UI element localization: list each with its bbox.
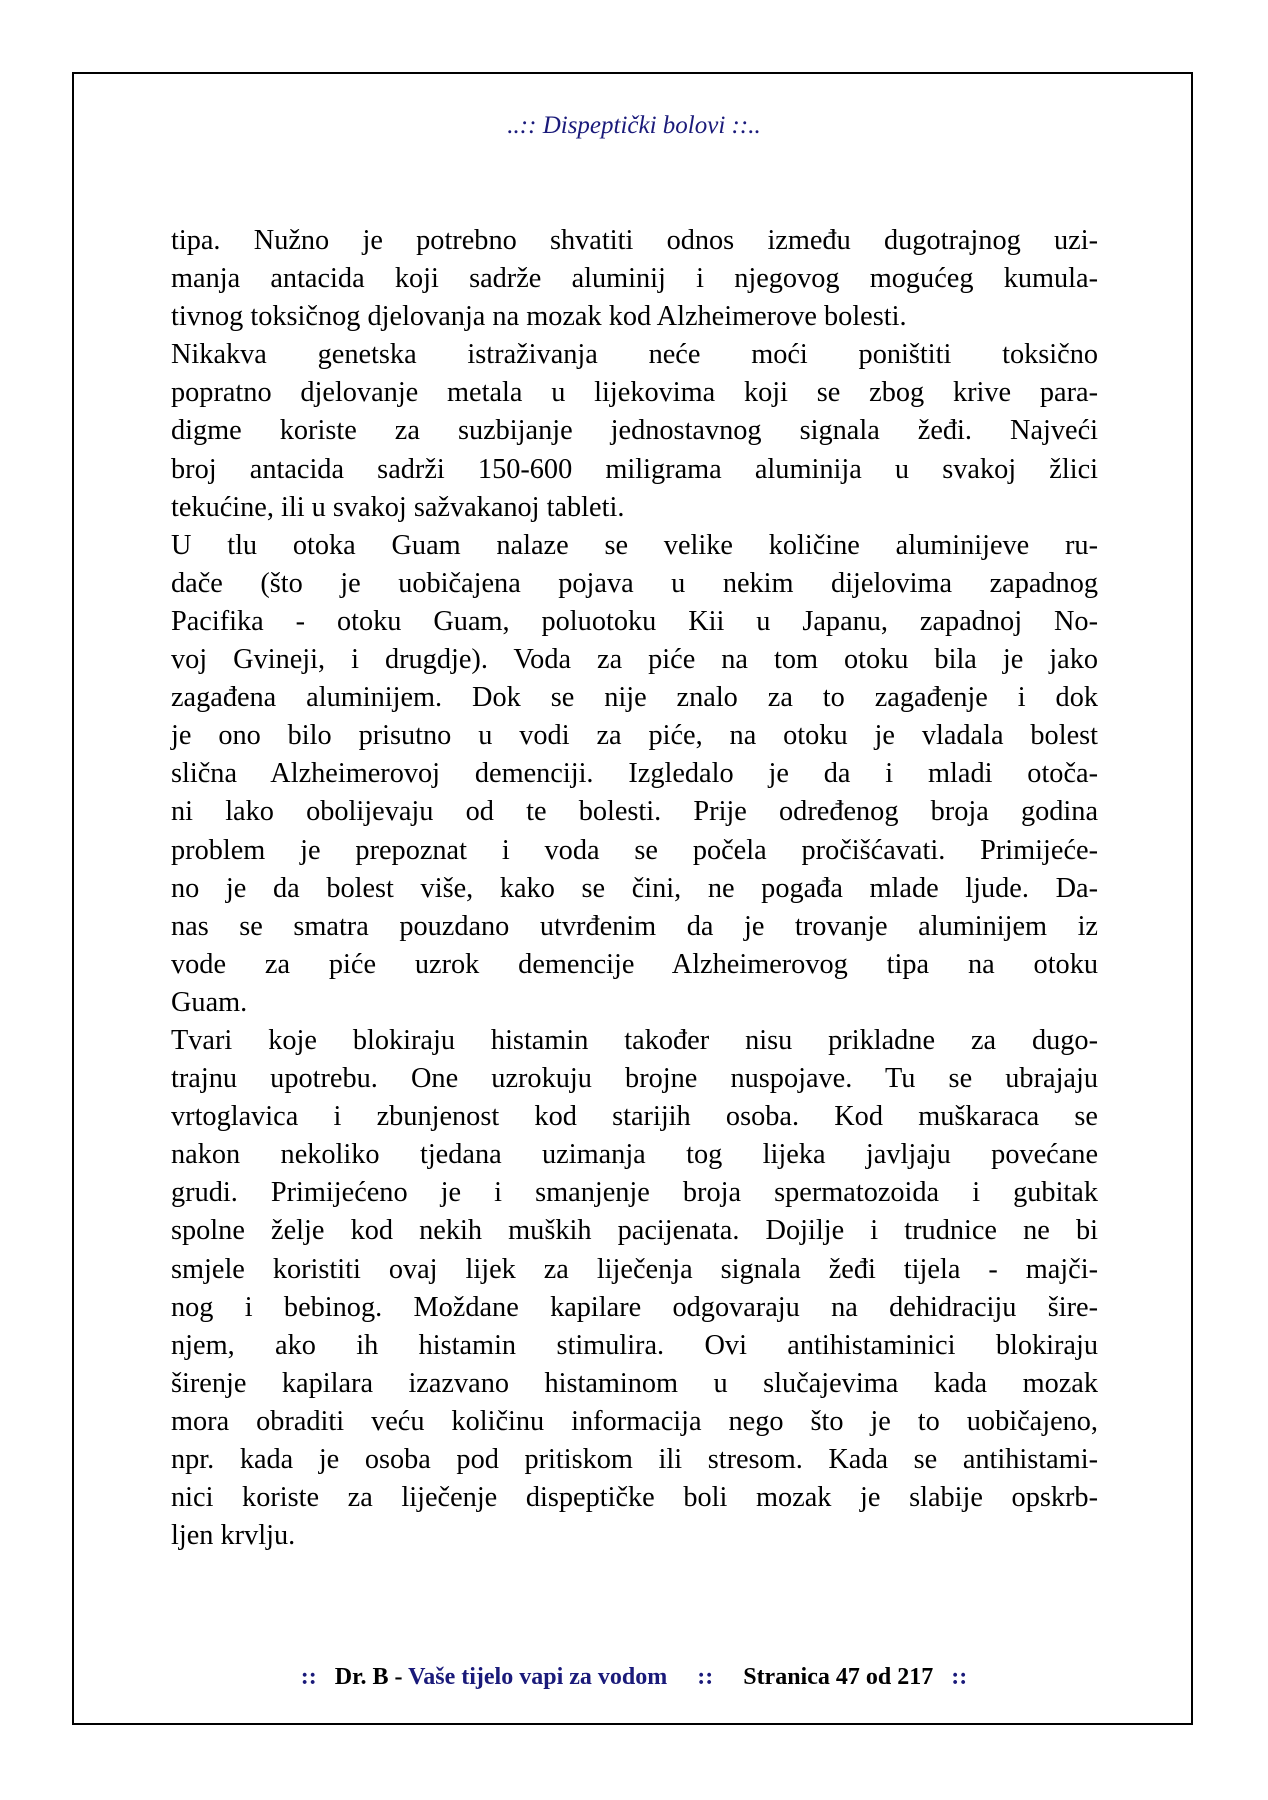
text-line: npr. kada je osoba pod pritiskom ili stresom. Kada se antihistami-	[171, 1444, 1098, 1475]
text-line: voj Gvineji, i drugdje). Voda za piće na tom otoku bila je jako	[171, 644, 1098, 676]
text-line: vode za piće uzrok demencije Alzheimerovog tipa na otoku	[171, 948, 1098, 980]
text-line: Guam.	[171, 986, 248, 1018]
footer-page-number: Stranica 47 od 217	[743, 1664, 934, 1690]
text-line: mora obraditi veću količinu informacija nego što je to uobičajeno,	[171, 1405, 1098, 1437]
text-line: ni lako obolijevaju od te bolesti. Prije određenog broja godina	[171, 796, 1098, 828]
footer-separator-left: ::	[300, 1664, 317, 1690]
text-line: širenje kapilara izazvano histaminom u slučajevima kada mozak	[171, 1367, 1098, 1399]
text-line: Tvari koje blokiraju histamin također nisu prikladne za dugo-	[171, 1024, 1098, 1056]
text-line: zagađena aluminijem. Dok se nije znalo za to zagađenje i dok	[171, 682, 1098, 714]
text-line: trajnu upotrebu. One uzrokuju brojne nuspojave. Tu se ubrajaju	[171, 1063, 1098, 1095]
text-line: smjele koristiti ovaj lijek za liječenja signala žeđi tijela - majči-	[171, 1253, 1098, 1285]
footer-separator-mid: ::	[697, 1664, 714, 1690]
running-header: ..:: Dispeptički bolovi ::..	[507, 112, 761, 139]
text-line: tivnog toksičnog djelovanja na mozak kod Alzheimerove bolesti.	[171, 301, 907, 333]
footer-separator-right: ::	[951, 1664, 968, 1690]
text-line: digme koriste za suzbijanje jednostavnog signala žeđi. Najveći	[171, 415, 1098, 447]
text-line: je ono bilo prisutno u vodi za piće, na otoku je vladala bolest	[171, 720, 1098, 752]
text-line: nici koriste za liječenje dispeptičke boli mozak je slabije opskrb-	[171, 1482, 1098, 1514]
text-line: broj antacida sadrži 150-600 miligrama aluminija u svakoj žlici	[171, 453, 1098, 485]
text-line: dače (što je uobičajena pojava u nekim dijelovima zapadnog	[171, 567, 1098, 599]
text-line: grudi. Primijećeno je i smanjenje broja spermatozoida i gubitak	[171, 1177, 1098, 1209]
text-line: slična Alzheimerovoj demenciji. Izgledalo je da i mladi otoča-	[171, 758, 1098, 790]
text-line: njem, ako ih histamin stimulira. Ovi antihistaminici blokiraju	[171, 1329, 1098, 1361]
text-line: spolne želje kod nekih muških pacijenata. Dojilje i trudnice ne bi	[171, 1215, 1098, 1247]
text-line: popratno djelovanje metala u lijekovima koji se zbog krive para-	[171, 377, 1098, 409]
text-line: nas se smatra pouzdano utvrđenim da je trovanje aluminijem iz	[171, 910, 1098, 942]
text-line: tipa. Nužno je potrebno shvatiti odnos između dugotrajnog uzi-	[171, 225, 1098, 256]
text-line: nakon nekoliko tjedana uzimanja tog lijeka javljaju povećane	[171, 1139, 1098, 1171]
text-line: U tlu otoka Guam nalaze se velike količine aluminijeve ru-	[171, 529, 1098, 561]
text-line: no je da bolest više, kako se čini, ne pogađa mlade ljude. Da-	[171, 872, 1098, 904]
text-line: vrtoglavica i zbunjenost kod starijih osoba. Kod muškaraca se	[171, 1101, 1098, 1133]
text-line: nog i bebinog. Moždane kapilare odgovaraju na dehidraciju šire-	[171, 1291, 1098, 1323]
footer-author: Dr. B -	[334, 1664, 409, 1690]
text-line: problem je prepoznat i voda se počela pročišćavati. Primijeće-	[171, 834, 1098, 866]
text-line: Pacifika - otoku Guam, poluotoku Kii u Japanu, zapadnoj No-	[171, 605, 1098, 637]
text-line: tekućine, ili u svakoj sažvakanoj tableti.	[171, 491, 625, 523]
footer-book-title: Vaše tijelo vapi za vodom	[408, 1664, 668, 1690]
body-text	[171, 222, 1098, 1555]
text-line: Nikakva genetska istraživanja neće moći poništiti toksično	[171, 339, 1098, 371]
page-footer	[0, 1664, 1268, 1691]
text-line: ljen krvlju.	[171, 1520, 296, 1552]
text-line: manja antacida koji sadrže aluminij i njegovog mogućeg kumula-	[171, 263, 1098, 295]
